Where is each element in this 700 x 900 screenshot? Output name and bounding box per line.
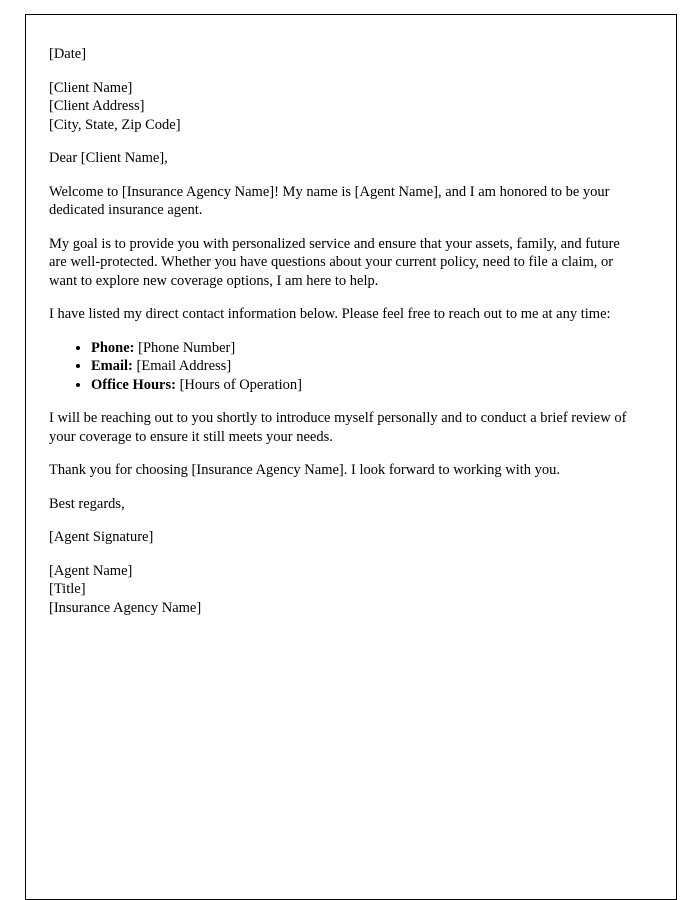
signature-block [49, 562, 630, 618]
salutation: Dear [Client Name], [49, 150, 168, 166]
goal-paragraph: My goal is to provide you with personalized service and ensure that your assets, family, and future are well-protected. Whether you have questions about your current policy, need to file a claim, or want to explore new coverage options, I am here to help. [49, 235, 620, 289]
contact-intro-paragraph: I have listed my direct contact information below. Please feel free to reach out to me at any time: [49, 306, 611, 322]
recipient-address: [Client Address] [49, 98, 145, 114]
contact-list [49, 339, 630, 395]
closing: Best regards, [49, 495, 125, 512]
date-placeholder: [Date] [49, 46, 87, 62]
contact-value-email: [Email Address] [132, 358, 232, 374]
signature-placeholder: [Agent Signature] [49, 529, 154, 545]
recipient-address-block [49, 79, 630, 135]
contact-value-office-hours: [Hours of Operation] [175, 376, 303, 393]
thanks-paragraph: Thank you for choosing [Insurance Agency Name]. I look forward to working with you. [49, 462, 560, 478]
contact-label-office-hours: Office Hours: [91, 376, 176, 393]
contact-item-phone [91, 339, 630, 358]
letter-page [25, 14, 677, 900]
contact-item-office-hours [91, 376, 630, 395]
agent-title: [Title] [49, 581, 86, 597]
contact-label-phone: Phone: [91, 339, 135, 356]
intro-paragraph: Welcome to [Insurance Agency Name]! My name is [Agent Name], and I am honored to be your dedicated insurance agent. [49, 183, 610, 218]
contact-value-phone: [Phone Number] [134, 339, 236, 356]
agent-name: [Agent Name] [49, 562, 133, 579]
agency-name: [Insurance Agency Name] [49, 599, 202, 616]
recipient-name: [Client Name] [49, 79, 133, 96]
contact-item-email [91, 357, 630, 376]
follow-up-paragraph: I will be reaching out to you shortly to introduce myself personally and to conduct a brief review of your coverage to ensure it still meets your needs. [49, 410, 627, 445]
recipient-city-state-zip: [City, State, Zip Code] [49, 116, 181, 133]
contact-label-email: Email: [91, 358, 133, 374]
